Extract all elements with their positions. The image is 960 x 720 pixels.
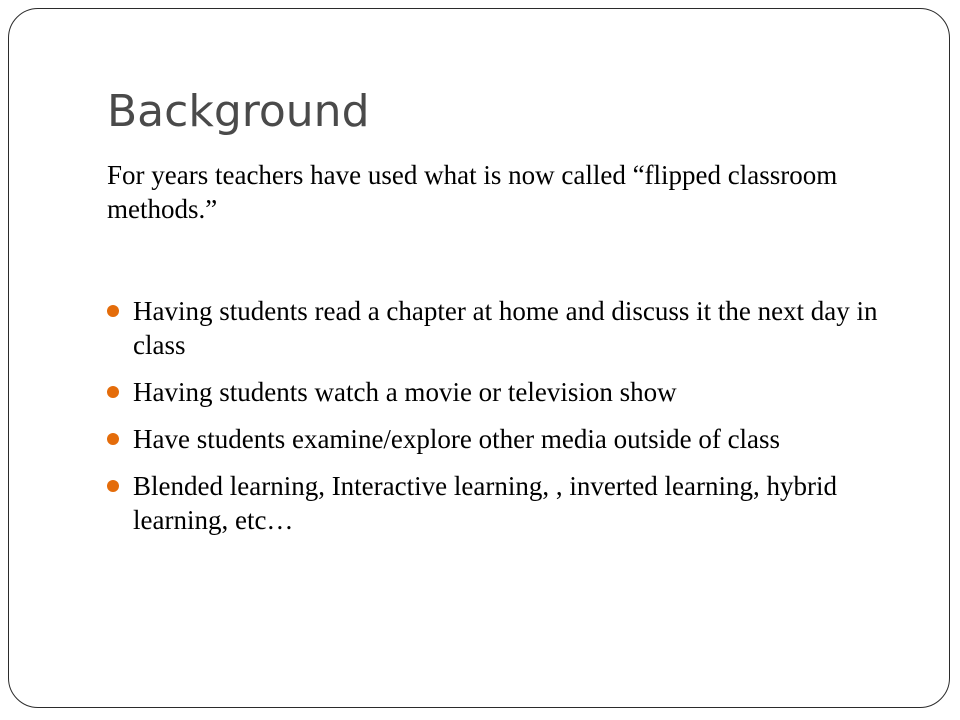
- bullet-text: Have students examine/explore other media outside of class: [133, 424, 781, 454]
- list-item: [107, 375, 897, 409]
- bullet-list: [107, 294, 897, 550]
- bullet-dot-icon: [107, 480, 119, 492]
- intro-paragraph: For years teachers have used what is now called “flipped classroom methods.”: [107, 160, 838, 224]
- bullet-dot-icon: [107, 386, 119, 398]
- slide-title: Background: [107, 86, 370, 137]
- bullet-text: Having students read a chapter at home and discuss it the next day in class: [133, 296, 878, 360]
- bullet-text: Blended learning, Interactive learning, , inverted learning, hybrid learning, etc…: [133, 471, 837, 535]
- bullet-text: Having students watch a movie or television show: [133, 377, 677, 407]
- bullet-dot-icon: [107, 433, 119, 445]
- bullet-dot-icon: [107, 305, 119, 317]
- list-item: [107, 469, 897, 537]
- list-item: [107, 294, 897, 362]
- list-item: [107, 422, 897, 456]
